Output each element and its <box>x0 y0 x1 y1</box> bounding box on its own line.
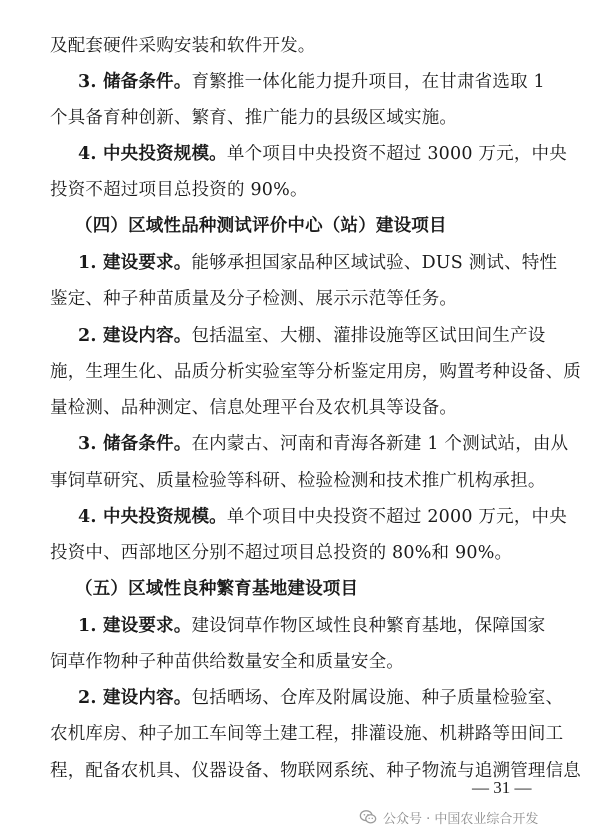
text-line <box>0 608 609 644</box>
line-text: 饲草作物种子种苗供给数量安全和质量安全。 <box>50 652 404 672</box>
line-text: 投资不超过项目总投资的 90%。 <box>50 180 308 200</box>
line-text: 农机库房、种子加工车间等土建工程，排灌设施、机耕路等田间工 <box>50 724 564 744</box>
line-text: 育繁推一体化能力提升项目，在甘肃省选取 1 <box>191 72 545 92</box>
line-text: 及配套硬件采购安装和软件开发。 <box>50 36 316 56</box>
bold-heading: 3. 储备条件。 <box>78 72 192 92</box>
text-line <box>0 390 609 426</box>
bold-heading: 3. 储备条件。 <box>78 434 192 454</box>
text-line <box>0 716 609 752</box>
text-line <box>0 281 609 317</box>
page-number: — 31 — <box>472 778 532 797</box>
text-line <box>0 172 609 208</box>
text-line <box>0 571 609 607</box>
text-line <box>0 499 609 535</box>
text-line <box>0 245 609 281</box>
text-line <box>0 64 609 100</box>
text-line <box>0 28 609 64</box>
line-text: 单个项目中央投资不超过 2000 万元，中央 <box>226 507 567 527</box>
line-text: 单个项目中央投资不超过 3000 万元，中央 <box>226 144 567 164</box>
bold-heading: （五）区域性良种繁育基地建设项目 <box>75 579 359 599</box>
bold-heading: 2. 建设内容。 <box>78 326 192 346</box>
line-text: 事饲草研究、质量检验等科研、检验检测和技术推广机构承担。 <box>50 471 546 491</box>
line-text: 建设饲草作物区域性良种繁育基地，保障国家 <box>191 616 546 636</box>
bold-heading: 2. 建设内容。 <box>78 688 192 708</box>
line-text: 鉴定、种子种苗质量及分子检测、展示示范等任务。 <box>50 289 458 309</box>
text-line <box>0 100 609 136</box>
text-line <box>0 644 609 680</box>
watermark-text: 公众号 · 中国农业综合开发 <box>383 811 539 827</box>
line-text: 个具备育种创新、繁育、推广能力的县级区域实施。 <box>50 108 458 128</box>
bold-heading: 4. 中央投资规模。 <box>78 144 227 164</box>
text-line <box>0 680 609 716</box>
text-line <box>0 426 609 462</box>
text-line <box>0 463 609 499</box>
bold-heading: 1. 建设要求。 <box>78 616 192 636</box>
bold-heading: 1. 建设要求。 <box>78 253 192 273</box>
text-line <box>0 535 609 571</box>
wechat-icon <box>359 808 377 826</box>
line-text: 施，生理生化、品质分析实验室等分析鉴定用房，购置考种设备、质 <box>50 362 581 382</box>
text-line <box>0 208 609 244</box>
line-text: 投资中、西部地区分别不超过项目总投资的 80%和 90%。 <box>50 543 513 563</box>
line-text: 包括晒场、仓库及附属设施、种子质量检验室、 <box>191 688 564 708</box>
bold-heading: 4. 中央投资规模。 <box>78 507 227 527</box>
line-text: 包括温室、大棚、灌排设施等区试田间生产设 <box>191 326 546 346</box>
text-line <box>0 318 609 354</box>
text-line <box>0 354 609 390</box>
line-text: 程，配备农机具、仪器设备、物联网系统、种子物流与追溯管理信息 <box>50 761 581 781</box>
bold-heading: （四）区域性品种测试评价中心（站）建设项目 <box>75 216 447 236</box>
line-text: 量检测、品种测定、信息处理平台及农机具等设备。 <box>50 398 458 418</box>
line-text: 在内蒙古、河南和青海各新建 1 个测试站，由从 <box>191 434 569 454</box>
text-line <box>0 136 609 172</box>
line-text: 能够承担国家品种区域试验、DUS 测试、特性 <box>191 253 558 273</box>
watermark <box>359 804 538 830</box>
